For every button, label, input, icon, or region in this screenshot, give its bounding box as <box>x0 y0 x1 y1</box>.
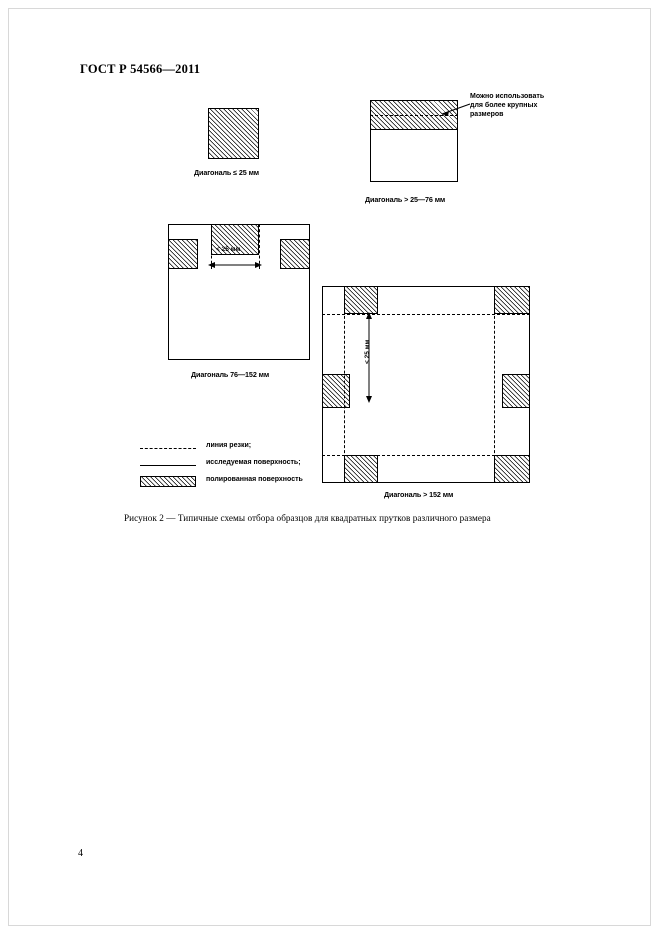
legend-item <box>140 440 300 457</box>
figure-c-polished-area-right <box>280 239 310 269</box>
figure-a-label: Диагональ ≤ 25 мм <box>194 168 260 177</box>
figure-d-cut-line-bottom <box>322 455 530 456</box>
figure-d-polished-area-left <box>322 374 350 408</box>
legend-item <box>140 474 303 491</box>
legend-item-label: полированная поверхность <box>206 476 303 483</box>
figure-d-outline <box>322 286 530 483</box>
figure-b-leader-line <box>440 102 480 120</box>
figure-a-polished-area <box>208 108 259 159</box>
figure-d-dimension-label: < 25 мм <box>364 339 371 364</box>
figure-d <box>322 286 552 506</box>
figure-c-dimension-label: < 25 мм <box>216 246 241 253</box>
figure-d-cut-line-left <box>344 286 345 483</box>
figure-b-label: Диагональ > 25—76 мм <box>365 195 446 204</box>
cut-line-icon <box>140 448 196 449</box>
figure-d-cut-line-right <box>494 286 495 483</box>
figure-d-polished-area-bottom-right <box>494 455 530 483</box>
figure-b-note <box>470 92 544 119</box>
legend <box>140 440 303 491</box>
figure-a <box>194 108 320 188</box>
figure-d-polished-area-right <box>502 374 530 408</box>
figure-d-polished-area-bottom-left <box>344 455 378 483</box>
legend-item-label: линия резки; <box>206 442 252 449</box>
legend-item-label: исследуемая поверхность; <box>206 459 301 466</box>
legend-item <box>140 457 300 474</box>
standard-header: ГОСТ Р 54566—2011 <box>80 62 201 76</box>
figure-d-label: Диагональ > 152 мм <box>384 490 454 499</box>
figure-c-polished-area-left <box>168 239 198 269</box>
figure-b <box>365 93 560 211</box>
figure-b-note-line-3: размеров <box>470 111 504 118</box>
examined-surface-icon <box>140 465 196 466</box>
figure-c-label: Диагональ 76—152 мм <box>191 370 270 379</box>
figure-caption: Рисунок 2 — Типичные схемы отбора образцов для квадратных прутков различного размера <box>124 513 491 523</box>
figure-b-note-line-2: для более крупных <box>470 102 538 109</box>
figure-d-polished-area-top-right <box>494 286 530 314</box>
page-number: 4 <box>78 848 83 859</box>
polished-surface-icon <box>140 476 196 487</box>
figure-b-note-line-1: Можно использовать <box>470 93 545 100</box>
figure-c-dimension-arrow <box>208 258 266 272</box>
figure-d-cut-line-top <box>322 314 530 315</box>
figure-d-polished-area-top-left <box>344 286 378 314</box>
